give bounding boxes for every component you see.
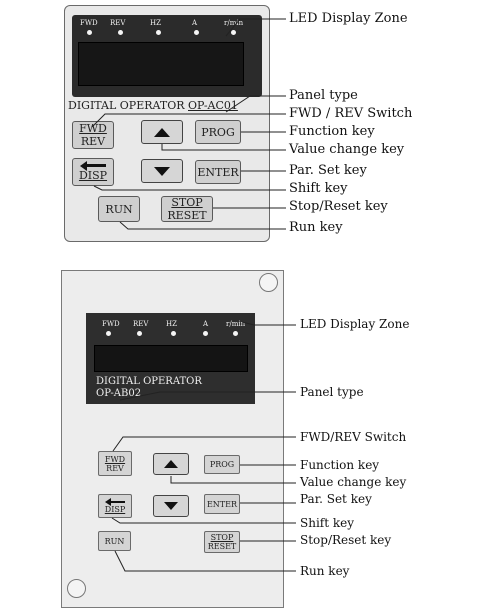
run-key[interactable]: RUN xyxy=(98,196,140,222)
led-label-hz: HZ xyxy=(150,19,161,27)
enter-key-2[interactable]: ENTER xyxy=(204,494,240,514)
callout-led-display-zone-2: LED Display Zone xyxy=(300,317,410,331)
callout-run-key: Run key xyxy=(289,220,343,235)
callout-shift-key: Shift key xyxy=(289,181,348,196)
leader-fwd-rev-switch xyxy=(92,114,286,127)
leader-led-display-zone-2 xyxy=(242,322,296,325)
callout-shift-key-2: Shift key xyxy=(300,516,355,530)
callout-run-key-2: Run key xyxy=(300,564,350,578)
run-key-2[interactable]: RUN xyxy=(98,531,131,551)
led-label-rmin: r/min xyxy=(224,19,244,27)
callout-fwd-rev-switch-2: FWD/REV Switch xyxy=(300,430,407,444)
callout-par-set-key-2: Par. Set key xyxy=(300,492,372,506)
stop-reset-key-2[interactable]: STOP RESET xyxy=(204,531,240,553)
led-label-rev-2: REV xyxy=(133,320,149,328)
panel-type-label-ac01: DIGITAL OPERATOR OP-AC01 xyxy=(68,99,238,112)
leader-shift-key xyxy=(94,186,286,190)
leader-run-key xyxy=(120,222,286,229)
disp-shift-key-2[interactable]: DISP xyxy=(98,494,132,518)
callout-function-key: Function key xyxy=(289,124,375,139)
leader-panel-type xyxy=(226,96,286,112)
callout-value-change-key: Value change key xyxy=(289,142,405,157)
callout-stop-reset-key: Stop/Reset key xyxy=(289,199,388,214)
led-label-hz-2: HZ xyxy=(166,320,177,328)
led-label-rev: REV xyxy=(110,19,126,27)
callout-stop-reset-key-2: Stop/Reset key xyxy=(300,533,392,547)
fwd-rev-key-2[interactable]: FWD REV xyxy=(98,451,132,476)
led-label-a: A xyxy=(192,19,198,27)
enter-key[interactable]: ENTER xyxy=(195,160,241,184)
leader-value-change-key-2 xyxy=(171,476,296,483)
stop-reset-key[interactable]: STOP RESET xyxy=(161,196,213,222)
leader-value-change-key xyxy=(162,144,286,150)
prog-key-2[interactable]: PROG xyxy=(204,455,240,474)
fwd-rev-key[interactable]: FWD REV xyxy=(72,121,114,149)
callout-panel-type: Panel type xyxy=(289,88,358,103)
callout-par-set-key: Par. Set key xyxy=(289,163,367,178)
led-label-a-2: A xyxy=(203,320,209,328)
led-label-fwd-2: FWD xyxy=(102,320,120,328)
callout-function-key-2: Function key xyxy=(300,458,380,472)
leader-fwd-rev-switch-2 xyxy=(113,437,296,451)
callout-fwd-rev-switch: FWD / REV Switch xyxy=(289,106,413,121)
prog-key[interactable]: PROG xyxy=(195,120,241,144)
leader-led-display-zone xyxy=(226,19,286,36)
leader-run-key-2 xyxy=(115,551,296,571)
leader-panel-type-2 xyxy=(120,392,296,400)
leader-shift-key-2 xyxy=(112,518,296,523)
callout-panel-type-2: Panel type xyxy=(300,385,364,399)
panel-type-label-ab02: DIGITAL OPERATOR OP-AB02 xyxy=(96,376,202,399)
callout-led-display-zone: LED Display Zone xyxy=(289,11,408,26)
disp-shift-key[interactable]: DISP xyxy=(72,158,114,186)
callout-value-change-key-2: Value change key xyxy=(300,475,407,489)
led-label-fwd: FWD xyxy=(80,19,98,27)
led-label-rmin-2: r/min xyxy=(226,320,246,328)
